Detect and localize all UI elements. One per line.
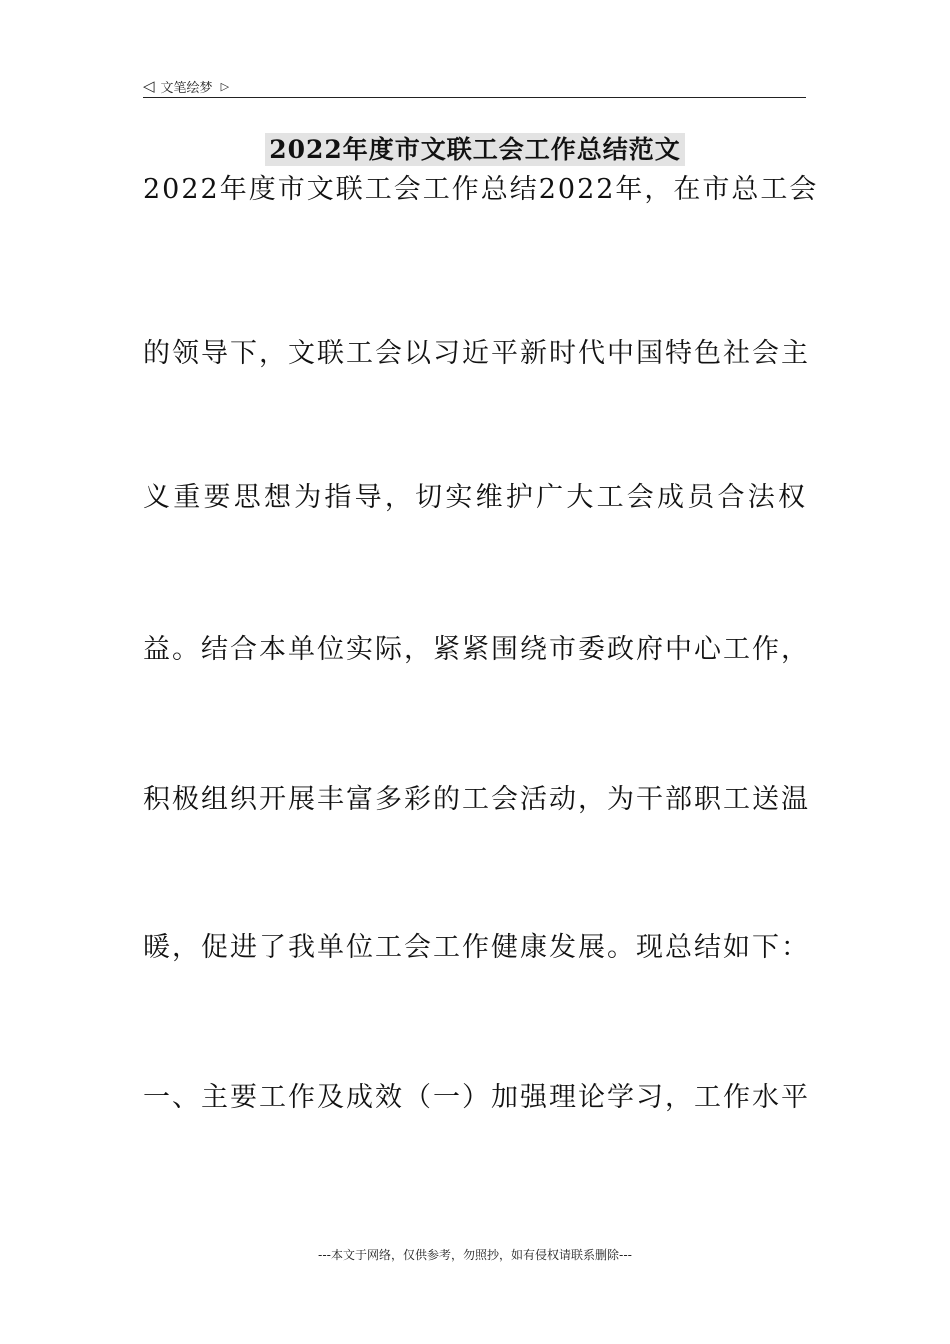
body-line-4: 益。结合本单位实际，紧紧围绕市委政府中心工作， xyxy=(143,634,810,665)
body-line-7: 一、主要工作及成效（一）加强理论学习，工作水平 xyxy=(143,1082,810,1113)
header-divider xyxy=(143,97,806,98)
body-line-6: 暖，促进了我单位工会工作健康发展。现总结如下： xyxy=(143,932,810,963)
body-line-5: 积极组织开展丰富多彩的工会活动，为干部职工送温 xyxy=(143,784,810,815)
document-title xyxy=(0,132,950,168)
page-header xyxy=(143,74,806,98)
left-triangle-icon: ◁ xyxy=(143,76,155,95)
body-line-3: 义重要思想为指导，切实维护广大工会成员合法权 xyxy=(143,482,807,513)
right-triangle-icon: ▷ xyxy=(220,79,230,93)
header-brand: 文笔绘梦 xyxy=(160,80,213,96)
footer-notice: ---本文于网络，仅供参考，勿照抄，如有侵权请联系删除--- xyxy=(318,1248,632,1262)
document-title-text: 2022年度市文联工会工作总结范文 xyxy=(265,133,685,166)
body-line-1: 2022年度市文联工会工作总结2022年，在市总工会 xyxy=(143,174,819,205)
body-line-2: 的领导下，文联工会以习近平新时代中国特色社会主 xyxy=(143,338,810,369)
